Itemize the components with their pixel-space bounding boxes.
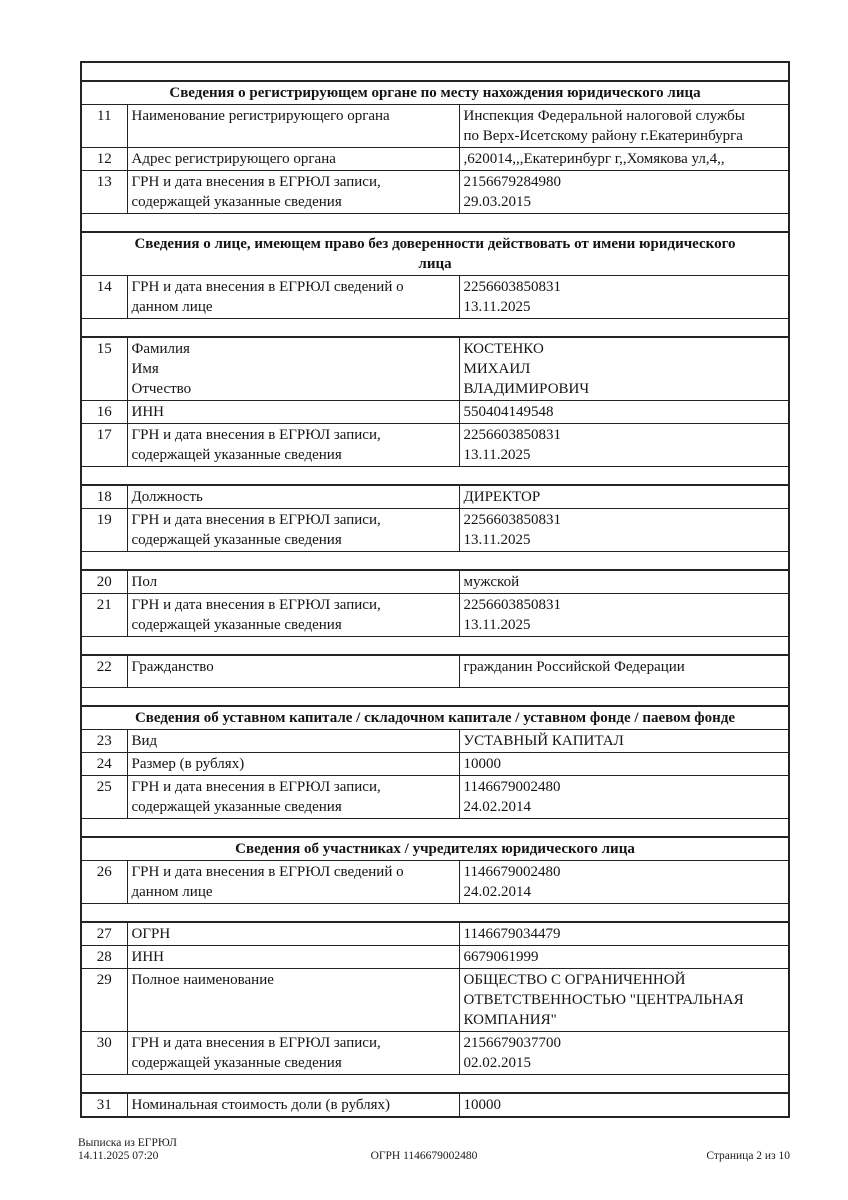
row-value-line: 2256603850831 [463, 512, 561, 528]
row-label-line: Вид [131, 733, 158, 749]
section-header-line: Сведения об участниках / учредителях юридического лица [235, 841, 635, 857]
row-label-line: данном лице [131, 884, 213, 900]
row-label [127, 276, 459, 319]
row-label-line: Номинальная стоимость доли (в рублях) [131, 1097, 391, 1113]
section-header-line: Сведения о лице, имеющем право без доверенности действовать от имени юридического [134, 236, 736, 252]
spacer-row [81, 819, 789, 838]
row-label [127, 776, 459, 819]
row-value-line: 13.11.2025 [463, 532, 531, 548]
row-value [459, 171, 789, 214]
section-header-row [81, 81, 789, 105]
row-value-line: ВЛАДИМИРОВИЧ [463, 381, 590, 397]
row-label-line: ИНН [131, 949, 164, 965]
row-number: 15 [81, 337, 127, 401]
table-row-17 [81, 424, 789, 467]
row-label [127, 509, 459, 552]
row-label-line: ГРН и дата внесения в ЕГРЮЛ записи, [131, 1035, 381, 1051]
row-value-line: 1146679034479 [463, 926, 561, 942]
table-row-12 [81, 148, 789, 171]
row-value [459, 148, 789, 171]
row-value [459, 655, 789, 688]
row-label-line: Полное наименование [131, 972, 274, 988]
row-label-line: Размер (в рублях) [131, 756, 245, 772]
row-label-line: Наименование регистрирующего органа [131, 108, 390, 124]
row-number: 16 [81, 401, 127, 424]
footer-page-number: Страница 2 из 10 [706, 1150, 790, 1162]
row-value-line: 2256603850831 [463, 279, 561, 295]
row-value [459, 105, 789, 148]
row-number: 14 [81, 276, 127, 319]
spacer-cell [81, 62, 789, 81]
row-label [127, 1093, 459, 1117]
table-row-20 [81, 570, 789, 594]
row-label-line: ГРН и дата внесения в ЕГРЮЛ записи, [131, 597, 381, 613]
row-value-line: КОМПАНИЯ" [463, 1012, 557, 1028]
row-number: 21 [81, 594, 127, 637]
table-row-15 [81, 337, 789, 401]
row-value [459, 922, 789, 946]
table-row-25 [81, 776, 789, 819]
row-value-line: ОБЩЕСТВО С ОГРАНИЧЕННОЙ [463, 972, 686, 988]
row-number: 18 [81, 485, 127, 509]
row-value-line: 24.02.2014 [463, 799, 531, 815]
row-label [127, 148, 459, 171]
row-label [127, 730, 459, 753]
row-value [459, 753, 789, 776]
row-value-line: ДИРЕКТОР [463, 489, 541, 505]
row-label-line: Пол [131, 574, 158, 590]
row-value-line: 1146679002480 [463, 864, 561, 880]
section-header [81, 81, 789, 105]
section-header-line: лица [418, 256, 452, 272]
row-label-line: ГРН и дата внесения в ЕГРЮЛ сведений о [131, 864, 404, 880]
row-value [459, 861, 789, 904]
spacer-cell [81, 552, 789, 571]
table-row-11 [81, 105, 789, 148]
row-label-line: содержащей указанные сведения [131, 1055, 342, 1071]
row-value [459, 570, 789, 594]
row-number: 26 [81, 861, 127, 904]
row-value-line: ОТВЕТСТВЕННОСТЬЮ "ЦЕНТРАЛЬНАЯ [463, 992, 744, 1008]
spacer-row [81, 62, 789, 81]
spacer-cell [81, 319, 789, 338]
row-label-line: ГРН и дата внесения в ЕГРЮЛ записи, [131, 427, 381, 443]
section-header [81, 837, 789, 861]
row-value-line: 13.11.2025 [463, 617, 531, 633]
row-label-line: содержащей указанные сведения [131, 617, 342, 633]
footer-ogrn: ОГРН 1146679002480 [370, 1150, 478, 1162]
row-value [459, 276, 789, 319]
row-label-line: Адрес регистрирующего органа [131, 151, 336, 167]
row-label [127, 337, 459, 401]
section-header [81, 232, 789, 276]
row-value-line: КОСТЕНКО [463, 341, 544, 357]
spacer-cell [81, 637, 789, 656]
row-label-line: содержащей указанные сведения [131, 799, 342, 815]
table-row-28 [81, 946, 789, 969]
row-value-line: 2156679284980 [463, 174, 561, 190]
row-label [127, 105, 459, 148]
row-value [459, 776, 789, 819]
spacer-row [81, 688, 789, 707]
spacer-cell [81, 819, 789, 838]
row-number: 13 [81, 171, 127, 214]
row-value-line: гражданин Российской Федерации [463, 659, 685, 675]
row-label-line: ИНН [131, 404, 164, 420]
row-value-line: 02.02.2015 [463, 1055, 531, 1071]
spacer-cell [81, 688, 789, 707]
table-row-31 [81, 1093, 789, 1117]
row-number: 28 [81, 946, 127, 969]
row-value-line: МИХАИЛ [463, 361, 531, 377]
section-header-row [81, 706, 789, 730]
row-label-line: Должность [131, 489, 203, 505]
row-number: 22 [81, 655, 127, 688]
row-label [127, 922, 459, 946]
row-value-line: 29.03.2015 [463, 194, 531, 210]
row-label-line: содержащей указанные сведения [131, 194, 342, 210]
table-row-16 [81, 401, 789, 424]
row-value [459, 969, 789, 1032]
row-label [127, 570, 459, 594]
row-number: 23 [81, 730, 127, 753]
row-label [127, 861, 459, 904]
row-value [459, 401, 789, 424]
row-value [459, 485, 789, 509]
row-number: 25 [81, 776, 127, 819]
row-label [127, 753, 459, 776]
table-row-29 [81, 969, 789, 1032]
row-label-line: Фамилия [131, 341, 190, 357]
spacer-cell [81, 214, 789, 233]
row-value-line: 2156679037700 [463, 1035, 561, 1051]
row-label-line: ГРН и дата внесения в ЕГРЮЛ записи, [131, 174, 381, 190]
row-number: 17 [81, 424, 127, 467]
spacer-row [81, 467, 789, 486]
row-number: 27 [81, 922, 127, 946]
row-label-line: данном лице [131, 299, 213, 315]
row-number: 30 [81, 1032, 127, 1075]
row-label [127, 655, 459, 688]
spacer-row [81, 319, 789, 338]
row-value-line: 24.02.2014 [463, 884, 531, 900]
row-label-line: ОГРН [131, 926, 171, 942]
spacer-row [81, 637, 789, 656]
row-value-line: 550404149548 [463, 404, 554, 420]
row-number: 19 [81, 509, 127, 552]
row-number: 29 [81, 969, 127, 1032]
row-label-line: Имя [131, 361, 159, 377]
row-value [459, 337, 789, 401]
row-value-line: 1146679002480 [463, 779, 561, 795]
row-label [127, 594, 459, 637]
row-value [459, 1032, 789, 1075]
row-label-line: ГРН и дата внесения в ЕГРЮЛ записи, [131, 779, 381, 795]
row-label-line: Гражданство [131, 659, 214, 675]
spacer-row [81, 552, 789, 571]
row-value [459, 424, 789, 467]
table-row-13 [81, 171, 789, 214]
row-label [127, 485, 459, 509]
row-label [127, 1032, 459, 1075]
table-row-27 [81, 922, 789, 946]
row-value-line: 2256603850831 [463, 597, 561, 613]
row-value-line: мужской [463, 574, 520, 590]
row-number: 31 [81, 1093, 127, 1117]
row-value-line: 6679061999 [463, 949, 539, 965]
row-label [127, 946, 459, 969]
spacer-cell [81, 1075, 789, 1094]
footer-doc-type: Выписка из ЕГРЮЛ [78, 1137, 177, 1149]
spacer-row [81, 904, 789, 923]
row-label [127, 171, 459, 214]
row-label-line: ГРН и дата внесения в ЕГРЮЛ сведений о [131, 279, 404, 295]
spacer-row [81, 1075, 789, 1094]
row-number: 11 [81, 105, 127, 148]
spacer-row [81, 214, 789, 233]
row-value-line: 10000 [463, 1097, 501, 1113]
row-label-line: ГРН и дата внесения в ЕГРЮЛ записи, [131, 512, 381, 528]
row-label [127, 969, 459, 1032]
row-number: 12 [81, 148, 127, 171]
table-row-30 [81, 1032, 789, 1075]
row-label [127, 424, 459, 467]
footer-datetime: 14.11.2025 07:20 [78, 1150, 159, 1162]
table-row-23 [81, 730, 789, 753]
row-value [459, 509, 789, 552]
table-row-14 [81, 276, 789, 319]
section-header-row [81, 837, 789, 861]
row-label-line: Отчество [131, 381, 192, 397]
row-value-line: ,620014,,,Екатеринбург г,,Хомякова ул,4,, [463, 151, 725, 167]
row-value [459, 594, 789, 637]
row-number: 24 [81, 753, 127, 776]
row-value-line: по Верх-Исетскому району г.Екатеринбурга [463, 128, 743, 144]
table-row-24 [81, 753, 789, 776]
section-header-line: Сведения о регистрирующем органе по месту нахождения юридического лица [169, 85, 701, 101]
table-row-18 [81, 485, 789, 509]
row-label-line: содержащей указанные сведения [131, 532, 342, 548]
table-row-22 [81, 655, 789, 688]
row-value [459, 946, 789, 969]
row-number: 20 [81, 570, 127, 594]
section-header [81, 706, 789, 730]
egrul-table [80, 61, 790, 1118]
spacer-cell [81, 467, 789, 486]
spacer-cell [81, 904, 789, 923]
section-header-row [81, 232, 789, 276]
row-value-line: 13.11.2025 [463, 447, 531, 463]
row-value-line: 2256603850831 [463, 427, 561, 443]
table-row-21 [81, 594, 789, 637]
row-value-line: УСТАВНЫЙ КАПИТАЛ [463, 733, 624, 749]
row-value-line: 13.11.2025 [463, 299, 531, 315]
row-label [127, 401, 459, 424]
row-value-line: Инспекция Федеральной налоговой службы [463, 108, 745, 124]
row-value-line: 10000 [463, 756, 501, 772]
row-value [459, 1093, 789, 1117]
egrul-table-body [81, 62, 789, 1117]
row-value [459, 730, 789, 753]
row-label-line: содержащей указанные сведения [131, 447, 342, 463]
footer-doc-info [78, 1137, 177, 1163]
section-header-line: Сведения об уставном капитале / складочном капитале / уставном фонде / паевом фонде [134, 710, 736, 726]
table-row-26 [81, 861, 789, 904]
egrul-table-container [80, 61, 790, 1118]
table-row-19 [81, 509, 789, 552]
